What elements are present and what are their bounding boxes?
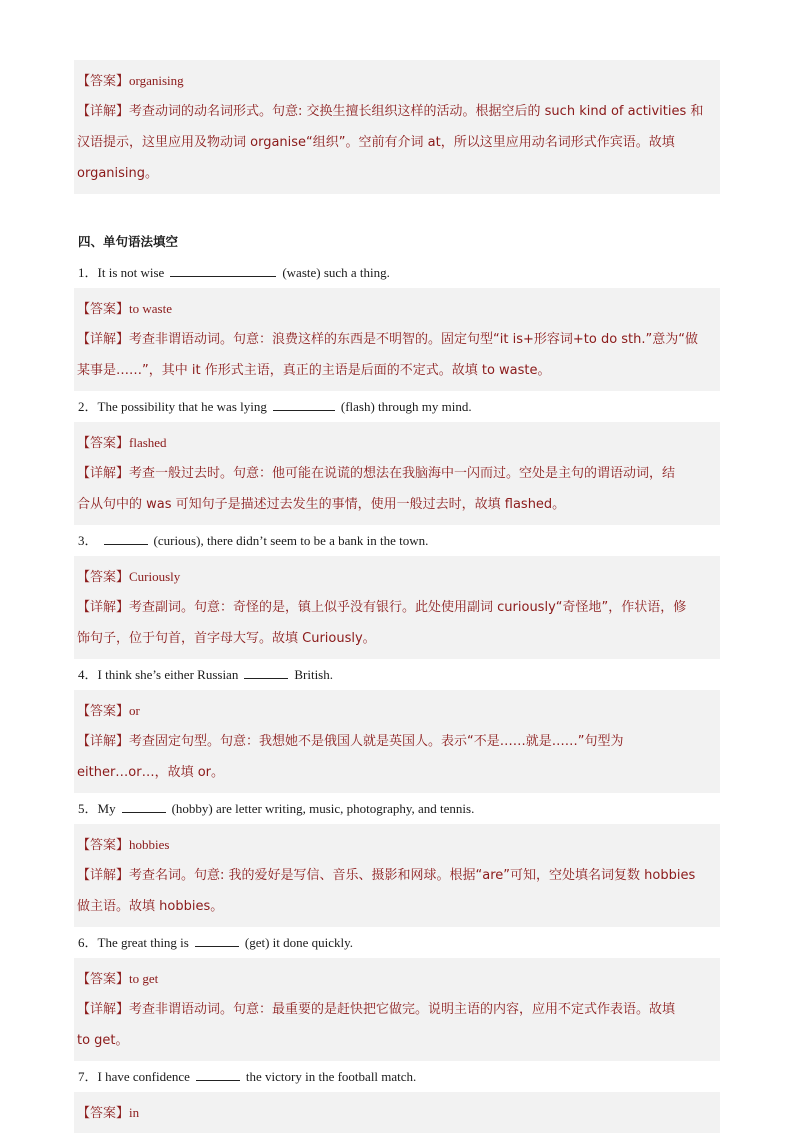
detail-line [77, 994, 717, 1025]
question-line [74, 257, 720, 288]
question-number: 6． [78, 935, 98, 950]
detail-line: to get。 [77, 1033, 129, 1048]
question-line [74, 927, 720, 958]
answer-line [77, 829, 717, 860]
question-post-text: (hobby) are letter writing, music, photography, and tennis. [171, 801, 475, 816]
detail-tag: 【详解】 [77, 332, 130, 347]
answer-text: organising [129, 73, 184, 88]
question-number: 7． [78, 1069, 98, 1084]
answer-block [74, 422, 720, 525]
answer-tag: 【答案】 [77, 972, 130, 987]
detail-tag: 【详解】 [77, 600, 130, 615]
question-pre-text: It is not wise [97, 265, 165, 280]
answer-line [77, 963, 717, 994]
question-pre-text: I think she’s either Russian [97, 667, 239, 682]
question-line [74, 659, 720, 690]
answer-block [74, 824, 720, 927]
question-number: 5． [78, 801, 98, 816]
detail-tag: 【详解】 [77, 1002, 130, 1017]
detail-line: 做主语。故填 hobbies。 [77, 899, 224, 914]
answer-tag: 【答案】 [77, 838, 130, 853]
detail-text: 考查名词。句意: 我的爱好是写信、音乐、摄影和网球。根据“are”可知，空处填名词复数 hobbies [129, 868, 696, 883]
question-item [74, 659, 720, 793]
answer-tag: 【答案】 [77, 436, 130, 451]
answer-tag: 【答案】 [77, 570, 130, 585]
answer-text: Curiously [129, 569, 181, 584]
detail-line: 饰句子，位于句首，首字母大写。故填 Curiously。 [77, 631, 376, 646]
question-number: 1． [78, 265, 98, 280]
detail-tag: 【详解】 [77, 868, 130, 883]
detail-line [77, 324, 717, 355]
detail-line: organising。 [77, 166, 159, 181]
question-post-text: the victory in the football match. [245, 1069, 417, 1084]
detail-text: 考查动词的动名词形式。句意: 交换生擅长组织这样的活动。根据空后的 such kind of activities 和 [129, 104, 704, 119]
detail-tag: 【详解】 [77, 734, 130, 749]
detail-line [77, 96, 717, 127]
question-item [74, 1061, 720, 1133]
answer-tag: 【答案】 [77, 1106, 130, 1121]
answer-text: or [129, 703, 140, 718]
detail-tag: 【详解】 [77, 104, 130, 119]
detail-text: 考查副词。句意：奇怪的是，镇上似乎没有银行。此处使用副词 curiously“奇怪地”，作状语，修 [129, 600, 687, 615]
question-line [74, 525, 720, 556]
question-post-text: (curious), there didn’t seem to be a bank in the town. [153, 533, 429, 548]
question-pre-text: The possibility that he was lying [97, 399, 267, 414]
question-number: 3． [78, 533, 98, 548]
answer-block [74, 690, 720, 793]
answer-text: to waste [129, 301, 172, 316]
question-line [74, 793, 720, 824]
answer-line [77, 293, 717, 324]
fill-blank[interactable] [273, 397, 335, 411]
detail-text: 考查固定句型。句意：我想她不是俄国人就是英国人。表示“不是……就是……”句型为 [129, 734, 624, 749]
question-item [74, 391, 720, 525]
question-post-text: (waste) such a thing. [282, 265, 390, 280]
question-item [74, 793, 720, 927]
detail-line [77, 458, 717, 489]
answer-tag: 【答案】 [77, 302, 130, 317]
fill-blank[interactable] [104, 531, 148, 545]
question-item [74, 257, 720, 391]
detail-line: 合从句中的 was 可知句子是描述过去发生的事情，使用一般过去时，故填 flashed。 [77, 497, 566, 512]
detail-line: either…or…，故填 or。 [77, 765, 225, 780]
detail-line [77, 592, 717, 623]
answer-line [77, 427, 717, 458]
detail-line: 某事是……”，其中 it 作形式主语，真正的主语是后面的不定式。故填 to waste。 [77, 363, 551, 378]
question-item [74, 525, 720, 659]
question-post-text: (flash) through my mind. [340, 399, 472, 414]
question-list [74, 257, 720, 1133]
detail-line [77, 726, 717, 757]
detail-tag: 【详解】 [77, 466, 130, 481]
question-number: 4． [78, 667, 98, 682]
answer-line [77, 1097, 717, 1128]
answer-text: flashed [129, 435, 167, 450]
question-line [74, 1061, 720, 1092]
question-pre-text: My [97, 801, 116, 816]
detail-line [77, 860, 717, 891]
answer-block [74, 288, 720, 391]
answer-text: to get [129, 971, 159, 986]
worksheet-page [74, 60, 720, 1133]
detail-text: 考查非谓语动词。句意：浪费这样的东西是不明智的。固定句型“it is+形容词+to do sth.”意为“做 [129, 332, 698, 347]
question-line [74, 391, 720, 422]
fill-blank[interactable] [195, 933, 239, 947]
question-post-text: British. [294, 667, 333, 682]
fill-blank[interactable] [170, 263, 276, 277]
answer-text: hobbies [129, 837, 170, 852]
answer-block-intro [74, 60, 720, 194]
detail-text: 考查非谓语动词。句意：最重要的是赶快把它做完。说明主语的内容，应用不定式作表语。故填 [129, 1002, 676, 1017]
answer-block [74, 958, 720, 1061]
fill-blank[interactable] [122, 799, 166, 813]
detail-line: 汉语提示，这里应用及物动词 organise“组织”。空前有介词 at，所以这里应用动名词形式作宾语。故填 [77, 135, 675, 150]
question-item [74, 927, 720, 1061]
answer-line [77, 561, 717, 592]
answer-tag: 【答案】 [77, 704, 130, 719]
answer-block [74, 1092, 720, 1133]
answer-block [74, 556, 720, 659]
fill-blank[interactable] [244, 665, 288, 679]
question-pre-text: I have confidence [97, 1069, 190, 1084]
question-number: 2． [78, 399, 98, 414]
answer-text: in [129, 1105, 140, 1120]
fill-blank[interactable] [196, 1067, 240, 1081]
detail-text: 考查一般过去时。句意：他可能在说谎的想法在我脑海中一闪而过。空处是主句的谓语动词，结 [129, 466, 676, 481]
section-title: 四、单句语法填空 [78, 234, 179, 249]
question-pre-text: The great thing is [97, 935, 189, 950]
answer-tag: 【答案】 [77, 74, 130, 89]
question-post-text: (get) it done quickly. [244, 935, 354, 950]
answer-line [77, 695, 717, 726]
answer-line [77, 65, 717, 96]
